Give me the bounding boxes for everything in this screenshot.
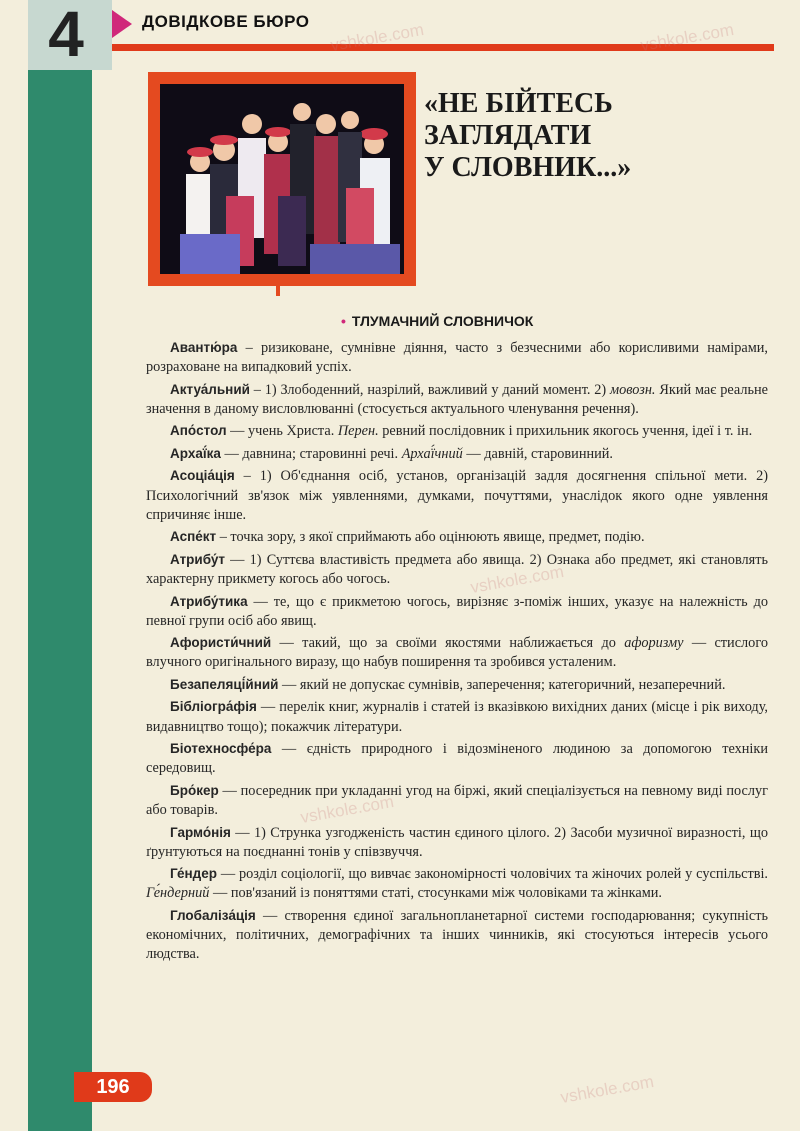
entry-term: Архаї́ка <box>170 445 221 461</box>
entry-definition: – 1) Злободенний, назрілий, важливий у даний момент. 2) <box>249 381 611 398</box>
dictionary-entry <box>146 338 768 377</box>
entry-term: Бро́кер <box>170 782 219 798</box>
watermark: vshkole.com <box>468 561 566 598</box>
entry-term: Біотехносфе́ра <box>170 741 272 757</box>
entry-definition: — пов'язаний із поняттями статі, стосунками між чоловіками та жінками. <box>209 885 662 902</box>
entry-definition: – точка зору, з якої сприймають або оцінюють явище, предмет, подію. <box>216 529 645 546</box>
entry-term: Безапеляці́йний <box>170 676 279 692</box>
dictionary-entry <box>146 466 768 525</box>
dictionary-entry <box>146 697 768 736</box>
entry-term: Ге́ндер <box>170 866 217 882</box>
dictionary-entry <box>146 550 768 589</box>
entry-term: Атрибу́т <box>170 551 226 567</box>
dictionary-heading <box>341 313 533 329</box>
dictionary-entry <box>146 380 768 419</box>
entry-definition: — перелік книг, журналів і статей із вказівкою вихідних даних (місце і рік виходу, видавництво тощо); покажчик літератури. <box>146 699 768 735</box>
entry-term: Афористи́чний <box>170 635 272 651</box>
section-number: 4 <box>48 0 84 70</box>
article-title-line: У СЛОВНИК...» <box>424 152 632 183</box>
article-title-line: «НЕ БІЙТЕСЬ <box>424 88 613 119</box>
article-title-line: ЗАГЛЯДАТИ <box>424 120 592 151</box>
entry-italic: Архаї́чний <box>401 445 463 462</box>
group-photo-image <box>160 84 404 274</box>
entry-definition: Який має реальне значення в даному висловлюванні (стосується актуального членування речення). <box>146 381 768 417</box>
dictionary-entry <box>146 444 768 464</box>
dictionary-entry <box>146 823 768 862</box>
dictionary-entry <box>146 527 768 547</box>
entry-italic: афоризму <box>624 635 684 652</box>
dictionary-entry <box>146 739 768 778</box>
dictionary-entry <box>146 421 768 441</box>
entry-definition: ревний послідовник і прихильник якогось учення, ідеї і т. ін. <box>378 423 753 440</box>
entry-term: Атрибу́тика <box>170 593 248 609</box>
entry-definition: — 1) Суттєва властивість предмета або явища. 2) Ознака або предмет, які становлять характерну прикмету когось або чогось. <box>146 551 768 588</box>
entry-definition: — стислого влучного оригінального виразу, що набув поширення та зробився усталеним. <box>146 635 768 671</box>
entry-definition: — такий, що за своїми якостями наближається до <box>271 635 625 652</box>
entry-definition: – 1) Об'єднання осіб, установ, організацій задля досягнення спільної мети. 2) Психологічний зв'язок між уявленнями, думками, почуттями, унаслідок якого одне уявлення спричиняє інше. <box>146 468 768 523</box>
entry-definition: — учень Христа. <box>226 423 338 440</box>
dictionary-entry <box>146 633 768 672</box>
bullet-icon: • <box>341 313 346 329</box>
arrow-icon <box>112 10 132 38</box>
entry-definition: – ризиковане, сумнівне діяння, часто з безчесними або корисливими намірами, розраховане на випадковий успіх. <box>146 340 768 376</box>
entry-term: Глобаліза́ція <box>170 907 256 923</box>
article-title <box>424 88 694 184</box>
entry-definition: — 1) Стрункa узгодженість частин єдиного цілого. 2) Засоби музичної виразності, що ґрунтуються на поєднанні тонів у співзвуччя. <box>146 824 768 860</box>
entry-definition: — який не допускає сумнівів, заперечення; категоричний, незаперечний. <box>278 676 726 693</box>
entry-definition: — створення єдиної загальнопланетарної системи господарювання; сукупність економічних, політичних, демографічних та інших чинників, які стосуються інтересів усього людства. <box>146 907 768 963</box>
entry-definition: — давнина; старовинні речі. <box>220 445 402 462</box>
dictionary-entry <box>146 781 768 820</box>
watermark: vshkole.com <box>328 19 426 56</box>
entry-term: Асоціа́ція <box>170 468 235 484</box>
dictionary-heading-text: ТЛУМАЧНИЙ СЛОВНИЧОК <box>351 313 534 329</box>
entry-definition: — посередник при укладанні угод на біржі, який спеціалізується на певному виді послуг або товарів. <box>146 782 768 819</box>
entry-term: Аспе́кт <box>170 529 217 545</box>
entry-term: Актуа́льний <box>170 381 250 397</box>
entry-definition: — єдність природного і відозміненого людиною за допомогою техніки середовищ. <box>146 741 768 777</box>
dictionary-entry <box>146 864 768 903</box>
photo-frame-pin <box>276 282 280 296</box>
entry-term: Гармо́нія <box>170 824 231 840</box>
entry-definition: — розділ соціології, що вивчає закономірності чоловічих та жіночих ролей у суспільстві. <box>216 866 768 883</box>
entry-term: Бібліогра́фія <box>170 699 257 715</box>
watermark: vshkole.com <box>558 1071 656 1108</box>
left-margin-strip <box>28 70 92 1131</box>
entry-definition: — те, що є прикметою чогось, вирізняє з-поміж інших, указує на належність до певної групи осіб або явищ. <box>146 593 768 629</box>
dictionary-entry <box>146 675 768 695</box>
entry-term: Апо́стол <box>170 423 227 439</box>
header-rule <box>112 44 774 51</box>
group-photo <box>160 84 404 274</box>
entry-term: Авантю́ра <box>170 340 238 355</box>
watermark: vshkole.com <box>298 791 396 828</box>
watermark: vshkole.com <box>638 19 736 56</box>
dictionary-entries <box>146 338 768 967</box>
entry-italic: мовозн. <box>610 381 656 398</box>
dictionary-entry <box>146 592 768 631</box>
entry-italic: Ге́ндерний <box>146 885 210 902</box>
entry-definition: — давній, старовинний. <box>462 445 614 462</box>
section-title: ДОВІДКОВЕ БЮРО <box>142 12 310 31</box>
dictionary-entry <box>146 906 768 965</box>
page-number: 196 <box>74 1072 152 1102</box>
entry-italic: Перен. <box>337 423 379 440</box>
